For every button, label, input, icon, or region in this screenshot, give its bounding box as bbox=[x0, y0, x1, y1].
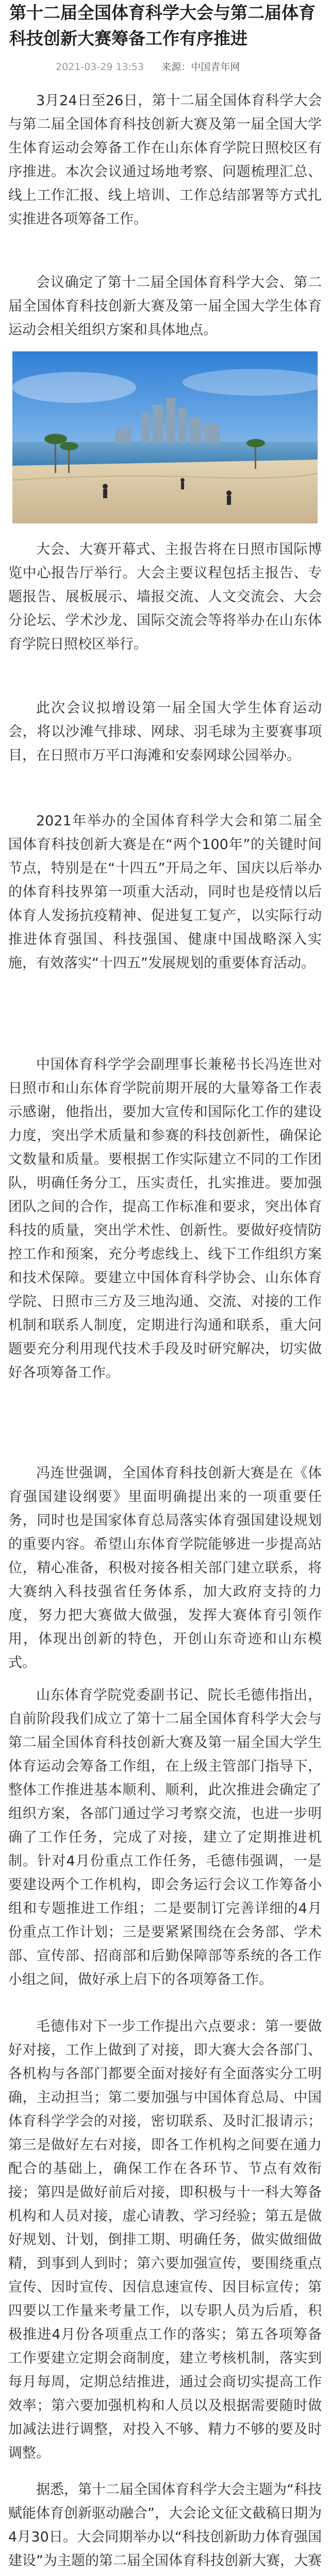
paragraph-10: 据悉，第十二届全国体育科学大会主题为“科技赋能体育创新驱动融合”，大会论文征文截稿日期为4月30日。大会同期举办以“科技创新助力体育强国建设”为主题的第二届全国体育科技创新大赛，大赛 bbox=[8, 2482, 322, 2569]
paragraph-3: 大会、大赛开幕式、主报告将在日照市国际博览中心报告厅举行。大会主要议程包括主报告、专题报告、展板展示、墙报交流、人文交流会、大会分论坛、学术沙龙、国际交流会等将举办在山东体育学院日照校区举行。 bbox=[8, 541, 322, 652]
paragraph-5: 2021年举办的全国体育科学大会和第二届全国体育科技创新大赛是在“两个100年”的关键时间节点，特别是在“十四五”开局之年、国庆以后举办的体育科技界第一项重大活动，同时也是疫情以后体育人发扬抗疫精神、促进复工复产，以实际行动推进体育强国、科技强国、健康中国战略深入实施，有效落实“十四五”发展规划的重要体育活动。 bbox=[8, 813, 322, 971]
publish-date: 2021-03-29 13:53 bbox=[56, 61, 144, 73]
paragraph-7: 冯连世强调，全国体育科技创新大赛是在《体育强国建设纲要》里面明确提出来的一项重要任务，同时也是国家体育总局落实体育强国建设规划的重要内容。希望山东体育学院能够进一步提高站位，精心准备，积极对接各相关部门建立联系，将大赛纳入科技强省任务体系，加大政府支持的力度，努力把大赛做大做强，发挥大赛体育引领作用，体现出创新的特色，开创山东奇迹和山东模式。 bbox=[8, 1465, 322, 1671]
paragraph-4: 此次会议拟增设第一届全国大学生体育运动会，将以沙滩气排球、网球、羽毛球为主要赛事项目，在日照市万平口海滩和安泰网球公园举办。 bbox=[8, 700, 322, 764]
paragraph-6: 中国体育科学学会副理事长兼秘书长冯连世对日照市和山东体育学院前期开展的大量筹备工作表示感谢，他指出，要加大宣传和国际化工作的建设力度，突出学术质量和参赛的科技创新性，确保论文数量和质量。要根据工作实际建立不同的工作团队，明确任务分工，压实责任，扎实推进。要加强团队之间的合作，提高工作标准和要求，突出体育科技的质量，突出学术性、创新性。要做好疫情防控工作和预案，充分考虑线上、线下工作组织方案和技术保障。要建立中国体育科学协会、山东体育学院、日照市三方及三地沟通、交流、对接的工作机制和联系人制度，定期进行沟通和联系，重大问题要充分利用现代技术手段及时研究解决，切实做好各项筹备工作。 bbox=[8, 1057, 322, 1381]
article-source: 来源：中国青年网 bbox=[161, 61, 240, 73]
article-photo bbox=[12, 351, 318, 523]
article-meta bbox=[56, 60, 254, 74]
paragraph-2: 会议确定了第十二届全国体育科学大会、第二届全国体育科技创新大赛及第一届全国大学生体育运动会相关组织方案和具体地点。 bbox=[8, 275, 322, 338]
paragraph-1: 3月24日至26日，第十二届全国体育科学大会与第二届全国体育科技创新大赛及第一届全国大学生体育运动会筹备工作在山东体育学院日照校区有序推进。本次会议通过场地考察、问题梳理汇总、线上工作汇报、线上培训、工作总结部署等方式扎实推进各项筹备工作。 bbox=[8, 93, 322, 227]
paragraph-8: 山东体育学院党委副书记、院长毛德伟指出，自前阶段我们成立了第十二届全国体育科学大会与第二届全国体育科技创新大赛及第一届全国大学生体育运动会筹备工作组，在上级主管部门指导下，整体工作推进基本顺利、顺利，此次推进会确定了组织方案，各部门通过学习考察交流，也进一步明确了工作任务，完成了对接，建立了定期推进机制。针对4月份重点工作任务，毛德伟强调，一是要建设两个工作机构，即会务运行会议工作筹备小组和专题推进工作组；二是要制订完善详细的4月份重点工作计划；三是要紧紧围绕在会务部、学术部、宣传部、招商部和后勤保障部等系统的各工作小组之间，做好承上启下的各项筹备工作。 bbox=[8, 1687, 322, 1988]
paragraph-9: 毛德伟对下一步工作提出六点要求：第一要做好对接，工作上做到了对接，即大赛大会各部门、各机构与各部门都要全面对接好有全面落实分工明确，主动担当；第二要加强与中国体育总局、中国体育科学学会的对接，密切联系、及时汇报请示；第三是做好左右对接，即各工作机构之间要在通力配合的基础上，确保工作在各环节、节点有效衔接；第四是做好前后对接，即积极与十一科大筹备机构和人员对接，虚心请教、学习经验；第五是做好规划、计划，倒排工期、明确任务，做实做细做精，到事到人到时；第六要加强宣传，要围绕重点宣传、因时宣传、因信息速宣传、因目标宣传；第四要以工作量来考量工作，以专职人员为后盾，积极推进4月份各项重点工作的落实；第五各项筹备工作要建立定期会商制度，建立考核机制，落实到每月每周，定期总结推进，通过会商切实提高工作效率；第六要加强机构和人员以及根据需要随时做加减法进行调整，对投入不够、精力不够的要及时调整。 bbox=[8, 2019, 322, 2461]
article-title: 第十二届全国体育科学大会与第二届体育科技创新大赛筹备工作有序推进 bbox=[9, 3, 316, 48]
